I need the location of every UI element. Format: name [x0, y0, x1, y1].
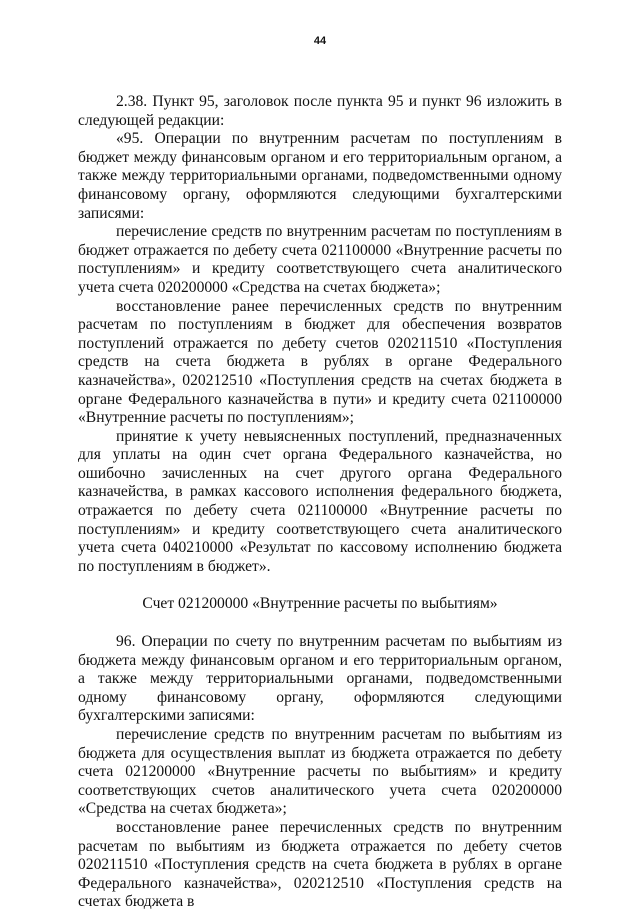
paragraph-amendment-intro: 2.38. Пункт 95, заголовок после пункта 95 и пункт 96 изложить в следующей редакции: — [78, 93, 562, 129]
paragraph-transfer-receipts: перечисление средств по внутренним расчетам по поступлениям в бюджет отражается по дебету счета 021100000 «Внутренние расчеты по поступлениям» и кредиту соответствующего счета аналитического учета счета 020200000 «Средства на счетах бюджета»; — [78, 223, 562, 296]
paragraph-unclarified-receipts: принятие к учету невыясненных поступлений, предназначенных для уплаты на один счет органа Федерального казначейства, но ошибочно зачисленных на счет другого органа Федерального казначейства, в рамках кассового исполнения федерального бюджета, отражается по дебету счета 021100000 «Внутренние расчеты по поступлениям» и кредиту соответствующего счета аналитического учета счета 040210000 «Результат по кассовому исполнению бюджета по поступлениям в бюджет». — [78, 427, 562, 575]
section-heading: Счет 021200000 «Внутренние расчеты по выбытиям» — [142, 595, 498, 613]
paragraph-item-96: 96. Операции по счету по внутренним расчетам по выбытиям из бюджета между финансовым органом и его территориальным органом, а также между территориальными органами, подведомственными одному финансовому органу, оформляются следующими бухгалтерскими записями: — [78, 633, 562, 725]
paragraph-restore-disposals: восстановление ранее перечисленных средств по внутренним расчетам по выбытиям из бюджета отражается по дебету счетов 020211510 «Поступления средств на счета бюджета в рублях в органе Федерального казначейства», 020212510 «Поступления средств на счетах бюджета в — [78, 818, 562, 911]
document-body — [78, 93, 562, 912]
page-number: 44 — [313, 35, 327, 47]
paragraph-restore-receipts: восстановление ранее перечисленных средств по внутренним расчетам по поступлениям в бюджет для обеспечения возвратов поступлений отражается по дебету счетов 020211510 «Поступления средств на счета бюджета в рублях в органе Федерального казначейства», 020212510 «Поступления средств на счетах бюджета в органе Федерального казначейства в пути» и кредиту счета 021100000 «Внутренние расчеты по поступлениям»; — [78, 297, 562, 427]
paragraph-transfer-disposals: перечисление средств по внутренним расчетам по выбытиям из бюджета для осуществления выплат из бюджета отражается по дебету счета 021200000 «Внутренние расчеты по выбытиям» и кредиту соответствующих счетов аналитического учета счета 020200000 «Средства на счетах бюджета»; — [78, 726, 562, 818]
paragraph-item-95: «95. Операции по внутренним расчетам по поступлениям в бюджет между финансовым органом и его территориальным органом, а также между территориальными органами, подведомственными одному финансовому органу, оформляются следующими бухгалтерскими записями: — [78, 130, 562, 222]
